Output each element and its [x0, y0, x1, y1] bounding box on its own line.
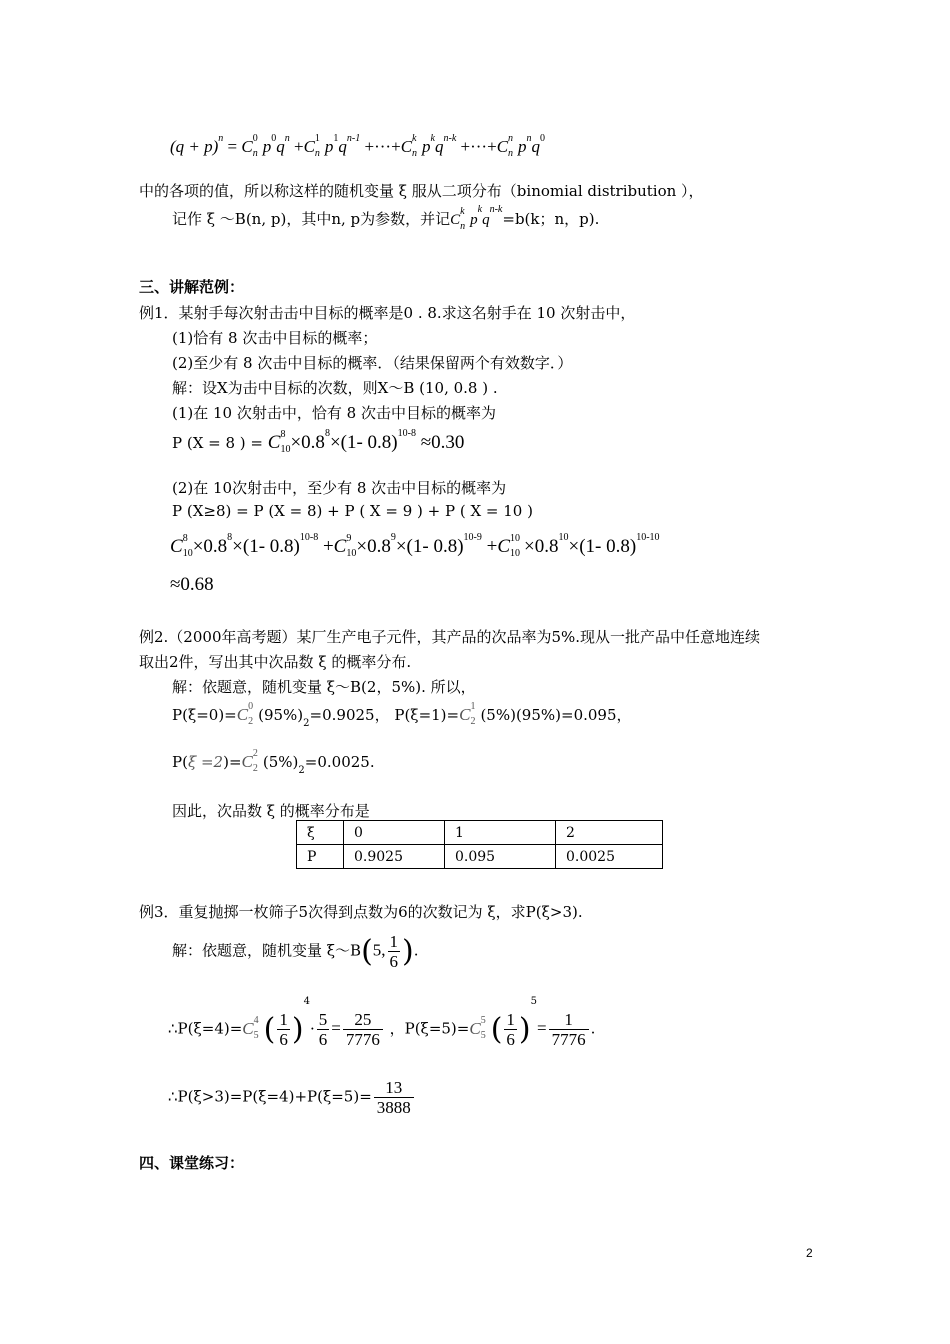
term3-c-sup: k [412, 133, 417, 145]
step1-c: C [267, 432, 281, 453]
ex3-f2-den: 6 [318, 1030, 328, 1049]
example-2-title-2: 取出2件，写出其中次品数 ξ 的概率分布. [139, 653, 412, 671]
p0-lhs: P(ξ=0)= [172, 706, 237, 724]
ex3-frac-den: 6 [389, 952, 399, 971]
step1-expr: ×0.8 [290, 432, 325, 453]
term3-c: C [400, 137, 413, 156]
example-2-p0-p1 [172, 701, 632, 730]
step1-exp1: 8 [324, 428, 330, 439]
p2-rhs: (5%) [262, 753, 299, 771]
term4-q: q [531, 137, 541, 156]
term3-q-exp: n-k [443, 133, 457, 144]
ex3-l1-exp2: 5 [530, 996, 538, 1007]
step2-c2: C [333, 536, 347, 557]
section-3-title: 三、讲解范例： [139, 278, 245, 296]
intro-line-2b: =b(k；n，p). [502, 210, 600, 228]
table-cell: 1 [445, 821, 556, 845]
step2-e2: ×0.8 [356, 536, 391, 557]
p1-lhs: P(ξ=1)= [394, 706, 460, 724]
term3-c-sub: n [412, 148, 418, 160]
step1-result: ≈0.30 [420, 432, 465, 453]
dots-2: +···+ [460, 137, 497, 156]
ex3-f1-den: 6 [279, 1030, 288, 1049]
term2-c-sup: 1 [314, 133, 320, 145]
table-row [297, 845, 663, 869]
table-cell: 0.0025 [556, 845, 663, 869]
ex3-f5-num: 1 [549, 1010, 589, 1030]
ex3-l1-exp: 4 [303, 996, 310, 1007]
ex3-l2-den: 3888 [376, 1098, 411, 1117]
p0-c-sub: 2 [248, 716, 254, 728]
p2-c-sub: 2 [252, 763, 258, 775]
example-1-q2: (2)至少有 8 次击中目标的概率．（结果保留两个有效数字．） [172, 354, 573, 372]
term3-q: q [434, 137, 444, 156]
ex3-l2-num: 13 [374, 1078, 414, 1098]
step2-plus-2: + [486, 536, 498, 557]
step2-e2p: 9 [390, 532, 396, 543]
step2-c2-sup: 9 [346, 532, 352, 544]
term4-p: p [518, 137, 527, 156]
term4-c-sub: n [508, 148, 514, 160]
ex3-c1-sup: 4 [253, 1014, 259, 1026]
table-cell: 2 [556, 821, 663, 845]
ex3-f4-num: 1 [506, 1010, 515, 1029]
expansion-lhs-exp: n [218, 133, 224, 144]
term2-p-exp: 1 [333, 133, 339, 144]
term2-p: p [324, 137, 334, 156]
term1-p: p [262, 137, 272, 156]
term1-c: C [241, 137, 253, 156]
ex3-c1: C [242, 1018, 254, 1038]
example-2-dist-intro: 因此，次品数 ξ 的概率分布是 [172, 802, 370, 820]
ex3-c1-sub: 5 [253, 1029, 259, 1041]
term2-q-exp: n-1 [346, 133, 361, 144]
step2-r3: ×(1- 0.8) [568, 536, 637, 557]
example-1-step1: (1)在 10 次射击中，恰有 8 次击中目标的概率为 [172, 404, 496, 422]
term1-q: q [276, 137, 285, 156]
term2-c-sub: n [314, 148, 320, 160]
intro-line-2: 记作 ξ ～B(n, p)，其中n, p为参数，并记C k n $p^kq^{n-k}=b(k$；n，p). [172, 204, 600, 232]
section-4-title: 四、课堂练习： [139, 1154, 245, 1172]
term3-p-exp: k [430, 133, 435, 144]
p0-c-sup: 0 [248, 701, 254, 713]
term2-c: C [303, 137, 315, 156]
ex3-frac-num: 1 [389, 932, 399, 951]
ex3-c2-sup: 5 [480, 1014, 486, 1026]
term1-c-sup: 0 [252, 133, 258, 145]
dots-1: +···+ [364, 137, 401, 156]
ex3-sol-a: 解：依题意，随机变量 ξ～B [172, 941, 362, 960]
intro-line-1: 中的各项的值，所以称这样的随机变量 ξ 服从二项分布（binomial distribution ）， [139, 182, 704, 200]
example-3-title: 例3．重复抛掷一枚筛子5次得到点数为6的次数记为 ξ，求P(ξ>3). [139, 903, 583, 921]
table-header-row [297, 821, 663, 845]
binomial-expansion-formula [170, 133, 546, 160]
step1-exp2: 10-8 [397, 428, 416, 439]
step2-c1-sup: 8 [182, 532, 188, 544]
step2-c3-sub: 10 [510, 547, 521, 559]
example-1-solution: 解：设X为击中目标的次数，则X～B (10, 0.8 ) . [172, 379, 498, 397]
step2-r1p: 10-8 [299, 532, 319, 543]
ex3-sol-end: . [413, 941, 419, 960]
table-cell: P [297, 845, 344, 869]
step2-c3: C [497, 536, 511, 557]
example-2-title: 例2.（2000年高考题）某厂生产电子元件，其产品的次品率为5%.现从一批产品中任意地连续 [139, 628, 761, 646]
p2-mid: )= [223, 753, 242, 771]
step2-c1: C [170, 536, 183, 557]
example-1-step2: (2)在 10次射击中，至少有 8 次击中目标的概率为 [172, 479, 507, 497]
table-cell: 0.9025 [344, 845, 445, 869]
ex3-f4-den: 6 [506, 1030, 515, 1049]
example-3-line-2 [168, 1078, 416, 1117]
step2-c2-sub: 10 [346, 547, 357, 559]
p2-val: =0.0025. [304, 753, 375, 771]
example-3-line-1: ∴P(ξ=4)=C 4 5 ( $\frac{1}{6}$ )$^4$· $\frac{5}{6}$ = $\frac{25}{7776}$ ，P(ξ=5)=C 5 5 ( $\frac{1}{6}$ )$^5$= $\frac{1}{7776}$ . [168, 996, 596, 1049]
ex3-l2-a: ∴P(ξ>3)=P(ξ=4)+P(ξ=5)= [168, 1087, 372, 1106]
term4-c: C [496, 137, 509, 156]
ex3-l1-eq2: = [537, 1018, 547, 1038]
table-cell: 0.095 [445, 845, 556, 869]
plus-1: + [293, 137, 304, 156]
p1-c-sub: 2 [470, 716, 476, 728]
step2-c3-sup: 10 [510, 532, 521, 544]
table-cell: 0 [344, 821, 445, 845]
ex3-f1-num: 1 [279, 1010, 288, 1029]
p0-exp: 2 [303, 718, 310, 730]
ex3-l1-a: ∴P(ξ=4)= [168, 1019, 243, 1038]
example-1-title: 例1．某射手每次射击击中目标的概率是0 . 8.求这名射手在 10 次射击中， [139, 304, 636, 322]
step1-c-sub: 10 [280, 443, 291, 455]
ex3-c2: C [469, 1018, 481, 1038]
ex3-f3-num: 25 [343, 1010, 383, 1030]
example-2-p2 [172, 748, 375, 777]
probability-distribution-table [296, 820, 663, 869]
term4-q-exp: 0 [540, 133, 546, 144]
term3-p: p [422, 137, 431, 156]
p2-c-sup: 2 [252, 748, 258, 760]
step2-e1p: 8 [227, 532, 233, 543]
p0-rhs: (95%) [258, 706, 304, 724]
p0-c: C [236, 705, 249, 724]
step1-rest: ×(1- 0.8) [329, 432, 398, 453]
page-number: 2 [806, 1246, 813, 1260]
ex3-f3-den: 7776 [345, 1030, 380, 1049]
ex3-l1-dot: · [309, 1019, 315, 1038]
step2-e3: ×0.8 [524, 536, 559, 557]
term1-p-exp: 0 [271, 133, 277, 144]
step2-c1-sub: 10 [182, 547, 193, 559]
p1-rhs: (5%)(95%)=0.095， [480, 706, 632, 724]
p2-c: C [241, 752, 253, 771]
step2-r3p: 10-10 [636, 532, 660, 543]
ex3-c2-sub: 5 [480, 1029, 486, 1041]
term1-q-exp: n [284, 133, 290, 144]
example-1-step2-line: P (X≥8) = P (X = 8) + P ( X = 9 ) + P ( X = 10 ) [172, 502, 533, 520]
example-2-solution: 解：依题意，随机变量 ξ～B(2，5%). 所以， [172, 678, 476, 696]
p2-lhs: P( [172, 753, 188, 771]
example-1-step2-formula [170, 532, 660, 559]
step2-e1: ×0.8 [192, 536, 228, 557]
step2-r2p: 10-9 [463, 532, 482, 543]
p1-c-sup: 1 [470, 701, 476, 713]
term4-p-exp: n [526, 133, 532, 144]
p1-c: C [459, 705, 471, 724]
example-1-step2-result: ≈0.68 [170, 574, 214, 595]
ex3-sol-b: 5, [372, 940, 386, 960]
table-cell: ξ [297, 821, 344, 845]
p2-xi: ξ =2 [187, 753, 224, 771]
step2-e3p: 10 [558, 532, 569, 543]
step2-r1: ×(1- 0.8) [232, 536, 300, 557]
expansion-equals: = [227, 137, 238, 156]
p0-val: =0.9025， [309, 706, 390, 724]
term4-c-sup: n [508, 133, 514, 145]
intro-line-2a: 记作 ξ ～B(n, p)，其中n, p为参数，并记 [172, 210, 451, 228]
example-1-q1: (1)恰有 8 次击中目标的概率； [172, 329, 378, 347]
step1-c-sup: 8 [280, 428, 286, 440]
term2-q: q [338, 137, 347, 156]
example-3-solution: 解：依题意，随机变量 ξ～B(5, $\frac{1}{6}$ ). [172, 932, 419, 971]
step2-plus-1: + [322, 536, 334, 557]
term1-c-sub: n [252, 148, 258, 160]
step1-lhs: P (X = 8 ) = [172, 434, 263, 452]
step2-r2: ×(1- 0.8) [395, 536, 464, 557]
ex3-f2-num: 5 [318, 1010, 328, 1029]
ex3-f5-den: 7776 [551, 1030, 586, 1049]
p2-exp: 2 [298, 765, 305, 777]
ex3-l1-sep: ，P(ξ=5)= [389, 1019, 470, 1038]
example-1-step1-formula [172, 428, 465, 455]
ex3-l1-end: . [590, 1019, 596, 1038]
expansion-lhs: (q + p) [170, 137, 219, 156]
ex3-l1-eq: = [331, 1018, 341, 1038]
